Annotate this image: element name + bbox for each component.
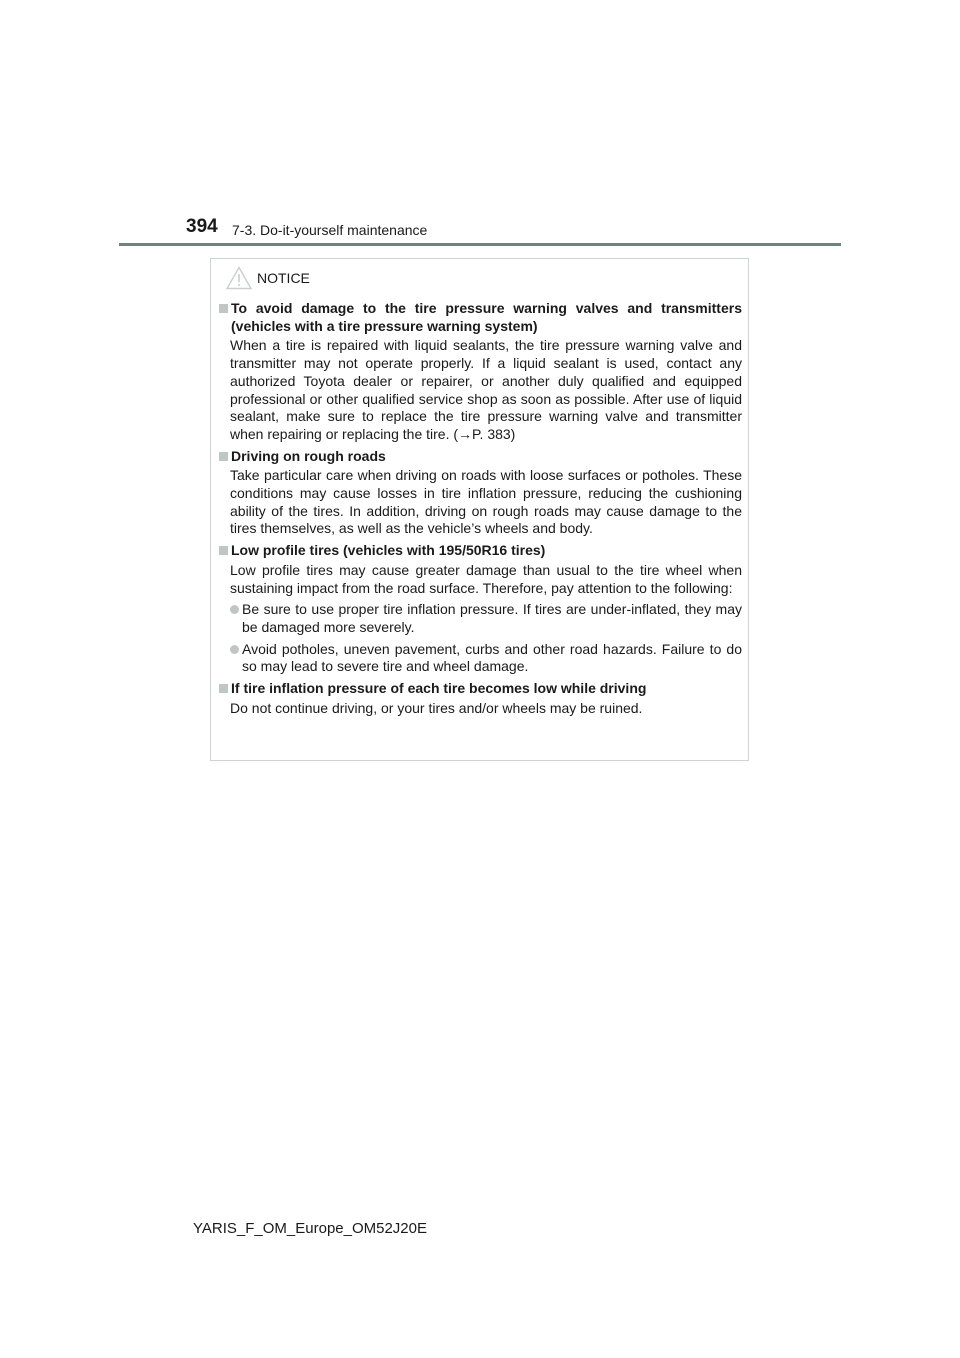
notice-label: NOTICE [257,270,310,286]
topic-title: If tire inflation pressure of each tire becomes low while driving [231,680,647,697]
notice-body [219,300,742,721]
topic-heading [219,542,742,560]
circle-bullet-icon [230,605,239,614]
topic-paragraph: When a tire is repaired with liquid sealants, the tire pressure warning valve and transmitter may not operate properly. If a liquid sealant is used, contact any authorized Toyota dealer or repairer, or another duly qualified and equipped professional or other qualified service shop as soon as possible. After use of liquid sealant, make sure to replace the tire pressure warning valve and transmitter when repairing or replacing the tire. (→P. 383) [230,337,742,442]
section-title: 7-3. Do-it-yourself maintenance [232,222,428,238]
topic-paragraph: Low profile tires may cause greater damage than usual to the tire wheel when sustaining impact from the road surface. Therefore, pay attention to the following: [230,561,742,596]
topic-heading [219,448,742,466]
topic-paragraph: Take particular care when driving on roads with loose surfaces or potholes. These conditions may cause losses in tire inflation pressure, reducing the cushioning ability of the tires. In addition, driving on rough roads may cause damage to the tires themselves, as well as the vehicle’s wheels and body. [230,467,742,537]
square-bullet-icon [219,684,228,693]
topic-title: Driving on rough roads [231,447,386,464]
warning-triangle-icon [226,266,252,290]
square-bullet-icon [219,452,228,461]
topic-paragraph: Do not continue driving, or your tires and/or wheels may be ruined. [230,699,643,716]
circle-bullet-icon [230,645,239,654]
list-item-text: Avoid potholes, uneven pavement, curbs and other road hazards. Failure to do so may lead to severe tire and wheel damage. [242,640,742,675]
header-rule [119,243,841,246]
topic-low-profile-tires [219,542,742,676]
list-item-text: Be sure to use proper tire inflation pressure. If tires are under-inflated, they may be damaged more severely. [242,601,742,635]
topic-title: Low profile tires (vehicles with 195/50R16 tires) [231,542,546,559]
list-item [230,641,742,676]
notice-header [226,264,310,292]
topic-heading [219,680,742,698]
square-bullet-icon [219,546,228,555]
page-number: 394 [186,216,218,237]
footer-doc-code: YARIS_F_OM_Europe_OM52J20E [193,1220,428,1237]
topic-tire-pressure-valves [219,300,742,444]
topic-heading [219,300,742,335]
list-item [230,601,742,636]
square-bullet-icon [219,304,228,313]
notice-box [210,258,749,761]
topic-title: To avoid damage to the tire pressure warning valves and transmitters (vehicles with a tire pressure warning system) [231,300,742,334]
topic-rough-roads [219,448,742,539]
topic-low-pressure-driving [219,680,742,717]
